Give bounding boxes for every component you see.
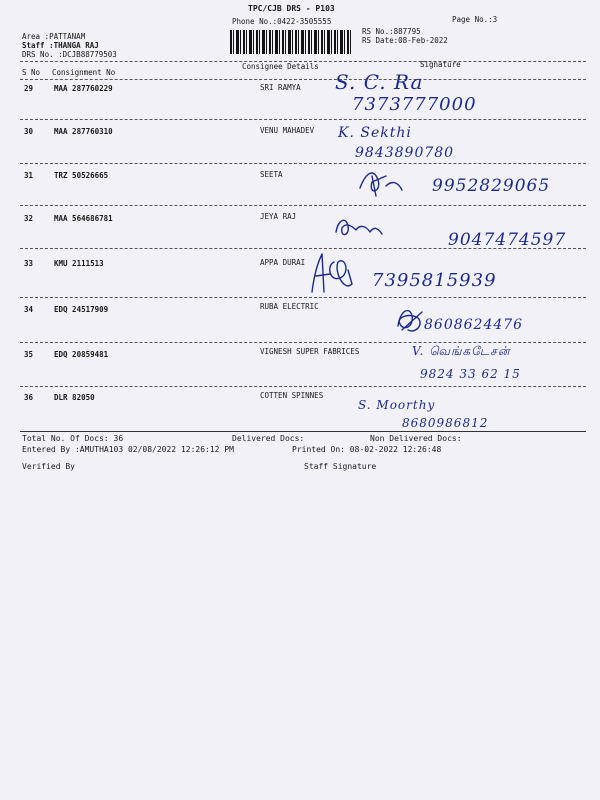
- row-consignee: SRI RAMYA: [260, 83, 301, 92]
- handwritten-phone: 7395815939: [372, 270, 497, 291]
- footer-divider: [20, 431, 586, 432]
- handwritten-phone: 7373777000: [352, 94, 477, 115]
- row-consignment-no: EDQ 20859481: [54, 350, 109, 359]
- row-sno: 31: [24, 171, 34, 180]
- handwritten-name: K. Sekthi: [338, 125, 412, 141]
- printed-on: Printed On: 08-02-2022 12:26:48: [292, 445, 442, 454]
- row-consignee: JEYA RAJ: [260, 212, 297, 221]
- row-consignee: APPA DURAI: [260, 258, 306, 267]
- non-delivered-docs: Non Delivered Docs:: [370, 434, 462, 443]
- handwritten-name: S. C. Ra: [335, 70, 424, 94]
- row-sno: 30: [24, 127, 34, 136]
- row-sno: 36: [24, 393, 34, 402]
- row-consignee: SEETA: [260, 170, 283, 179]
- row-consignment-no: EDQ 24517909: [54, 305, 109, 314]
- row-sno: 32: [24, 214, 34, 223]
- handwritten-phone: 9843890780: [355, 145, 455, 161]
- total-docs: Total No. Of Docs: 36: [22, 434, 124, 443]
- row-consignment-no: KMU 2111513: [54, 259, 104, 268]
- area: Area :PATTANAM: [22, 32, 86, 41]
- handwritten-name: V. வெங்கடேசன்: [412, 344, 511, 358]
- handwritten-phone: 9047474597: [448, 230, 567, 250]
- col-consignment-header: Consignment No: [52, 68, 116, 77]
- row-sno: 35: [24, 350, 34, 359]
- page-number: Page No.:3: [452, 15, 498, 24]
- row-consignee: COTTEN SPINNES: [260, 391, 324, 400]
- rs-date: RS Date:08-Feb-2022: [362, 36, 448, 45]
- row-consignment-no: TRZ 50526665: [54, 171, 109, 180]
- drs-title: TPC/CJB DRS - P103: [248, 4, 335, 13]
- staff-signature: Staff Signature: [304, 462, 377, 471]
- handwritten-phone: 8608624476: [424, 317, 524, 333]
- row-consignment-no: DLR 82050: [54, 393, 95, 402]
- col-signature-header: Signature: [420, 60, 461, 69]
- row-consignment-no: MAA 564686781: [54, 214, 113, 223]
- drs-number: DRS No. :DCJB88779503: [22, 50, 117, 59]
- row-consignment-no: MAA 287760229: [54, 84, 113, 93]
- delivered-docs: Delivered Docs:: [232, 434, 305, 443]
- row-consignee: VENU MAHADEV: [260, 126, 315, 135]
- row-consignee: RUBA ELECTRIC: [260, 302, 319, 311]
- rs-number: RS No.:887795: [362, 27, 421, 36]
- verified-by: Verified By: [22, 462, 75, 471]
- row-divider: [20, 342, 586, 343]
- row-sno: 29: [24, 84, 34, 93]
- col-consignee-header: Consignee Details: [242, 62, 319, 71]
- handwritten-name: S. Moorthy: [358, 398, 436, 412]
- row-sno: 33: [24, 259, 34, 268]
- row-consignee: VIGNESH SUPER FABRICES: [260, 347, 360, 356]
- col-sno-header: S No: [22, 68, 41, 77]
- entered-by: Entered By :AMUTHA103 02/08/2022 12:26:12 PM: [22, 445, 234, 454]
- row-divider: [20, 386, 586, 387]
- handwritten-phone: 9824 33 62 15: [420, 367, 521, 381]
- phone-number: Phone No.:0422-3505555: [232, 17, 332, 26]
- staff-name: Staff :THANGA RAJ: [22, 41, 99, 50]
- row-sno: 34: [24, 305, 34, 314]
- handwritten-phone: 8680986812: [402, 416, 489, 430]
- row-consignment-no: MAA 287760310: [54, 127, 113, 136]
- handwritten-phone: 9952829065: [432, 176, 551, 196]
